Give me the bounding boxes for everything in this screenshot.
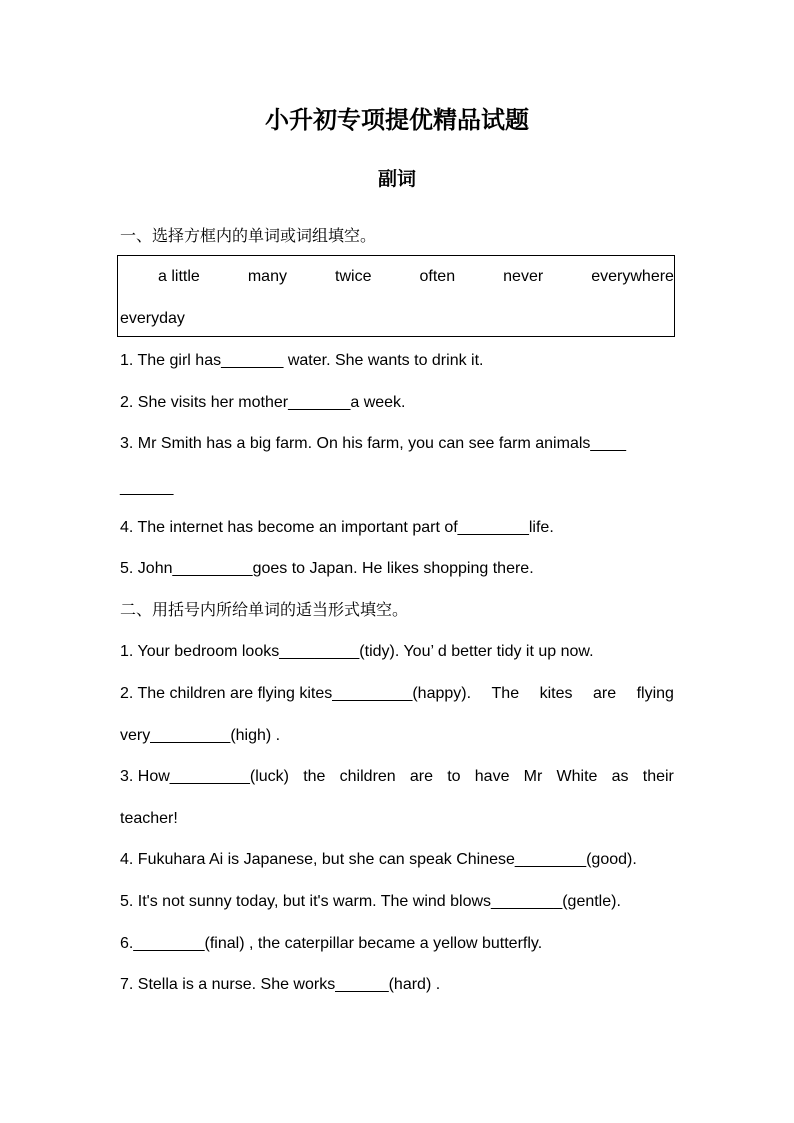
word-bank-item: twice [335,268,372,285]
question-1-4: 4. The internet has become an important part of________life. [120,519,554,536]
question-1-5: 5. John_________goes to Japan. He likes shopping there. [120,560,534,577]
word-bank-row [158,266,674,288]
question-2-3-part: 3. How_________(luck) [120,768,289,785]
question-2-3-part: as [611,768,629,785]
section2-heading: 二、用括号内所给单词的适当形式填空。 [120,600,409,619]
word-bank-item: everywhere [591,268,674,285]
question-2-3-part: children [339,768,396,785]
question-2-2-continued: very_________(high) . [120,727,281,744]
question-1-2: 2. She visits her mother_______a week. [120,394,406,411]
question-2-4: 4. Fukuhara Ai is Japanese, but she can speak Chinese________(good). [120,851,637,868]
word-bank-box [117,255,675,337]
question-2-2-part: 2. The children are flying kites_________(happy). [120,685,472,702]
question-2-3-part: are [409,768,434,785]
question-2-2-part: kites [539,685,573,702]
word-bank-item: never [503,268,544,285]
question-2-3-part: to [447,768,461,785]
question-2-3-part: the [303,768,326,785]
word-bank-item: many [247,268,287,285]
question-2-3-part: have [474,768,510,785]
section1-heading: 一、选择方框内的单词或词组填空。 [120,226,377,245]
question-2-2-part: flying [636,685,674,702]
question-2-2-part: The [491,685,520,702]
question-2-6: 6.________(final) , the caterpillar became a yellow butterfly. [120,935,543,952]
question-2-3 [120,766,674,788]
word-bank-item: a little [158,268,200,285]
question-1-3: 3. Mr Smith has a big farm. On his farm, you can see farm animals____ [120,435,626,452]
question-1-3-continued: ______ [120,479,174,496]
question-2-3-part: Mr [523,768,543,785]
question-2-2-part: are [592,685,617,702]
question-1-1: 1. The girl has_______ water. She wants to drink it. [120,352,484,369]
question-2-1: 1. Your bedroom looks_________(tidy). You’ d better tidy it up now. [120,643,594,660]
question-2-5: 5. It's not sunny today, but it's warm. The wind blows________(gentle). [120,893,621,910]
page-subtitle: 副词 [377,168,416,190]
question-2-2 [120,683,674,705]
word-bank-item: often [419,268,456,285]
question-2-7: 7. Stella is a nurse. She works______(hard) . [120,976,441,993]
word-bank-item: everyday [120,310,185,327]
question-2-3-continued: teacher! [120,810,178,827]
page-title: 小升初专项提优精品试题 [265,106,529,134]
question-2-3-part: their [642,768,674,785]
question-2-3-part: White [556,768,598,785]
